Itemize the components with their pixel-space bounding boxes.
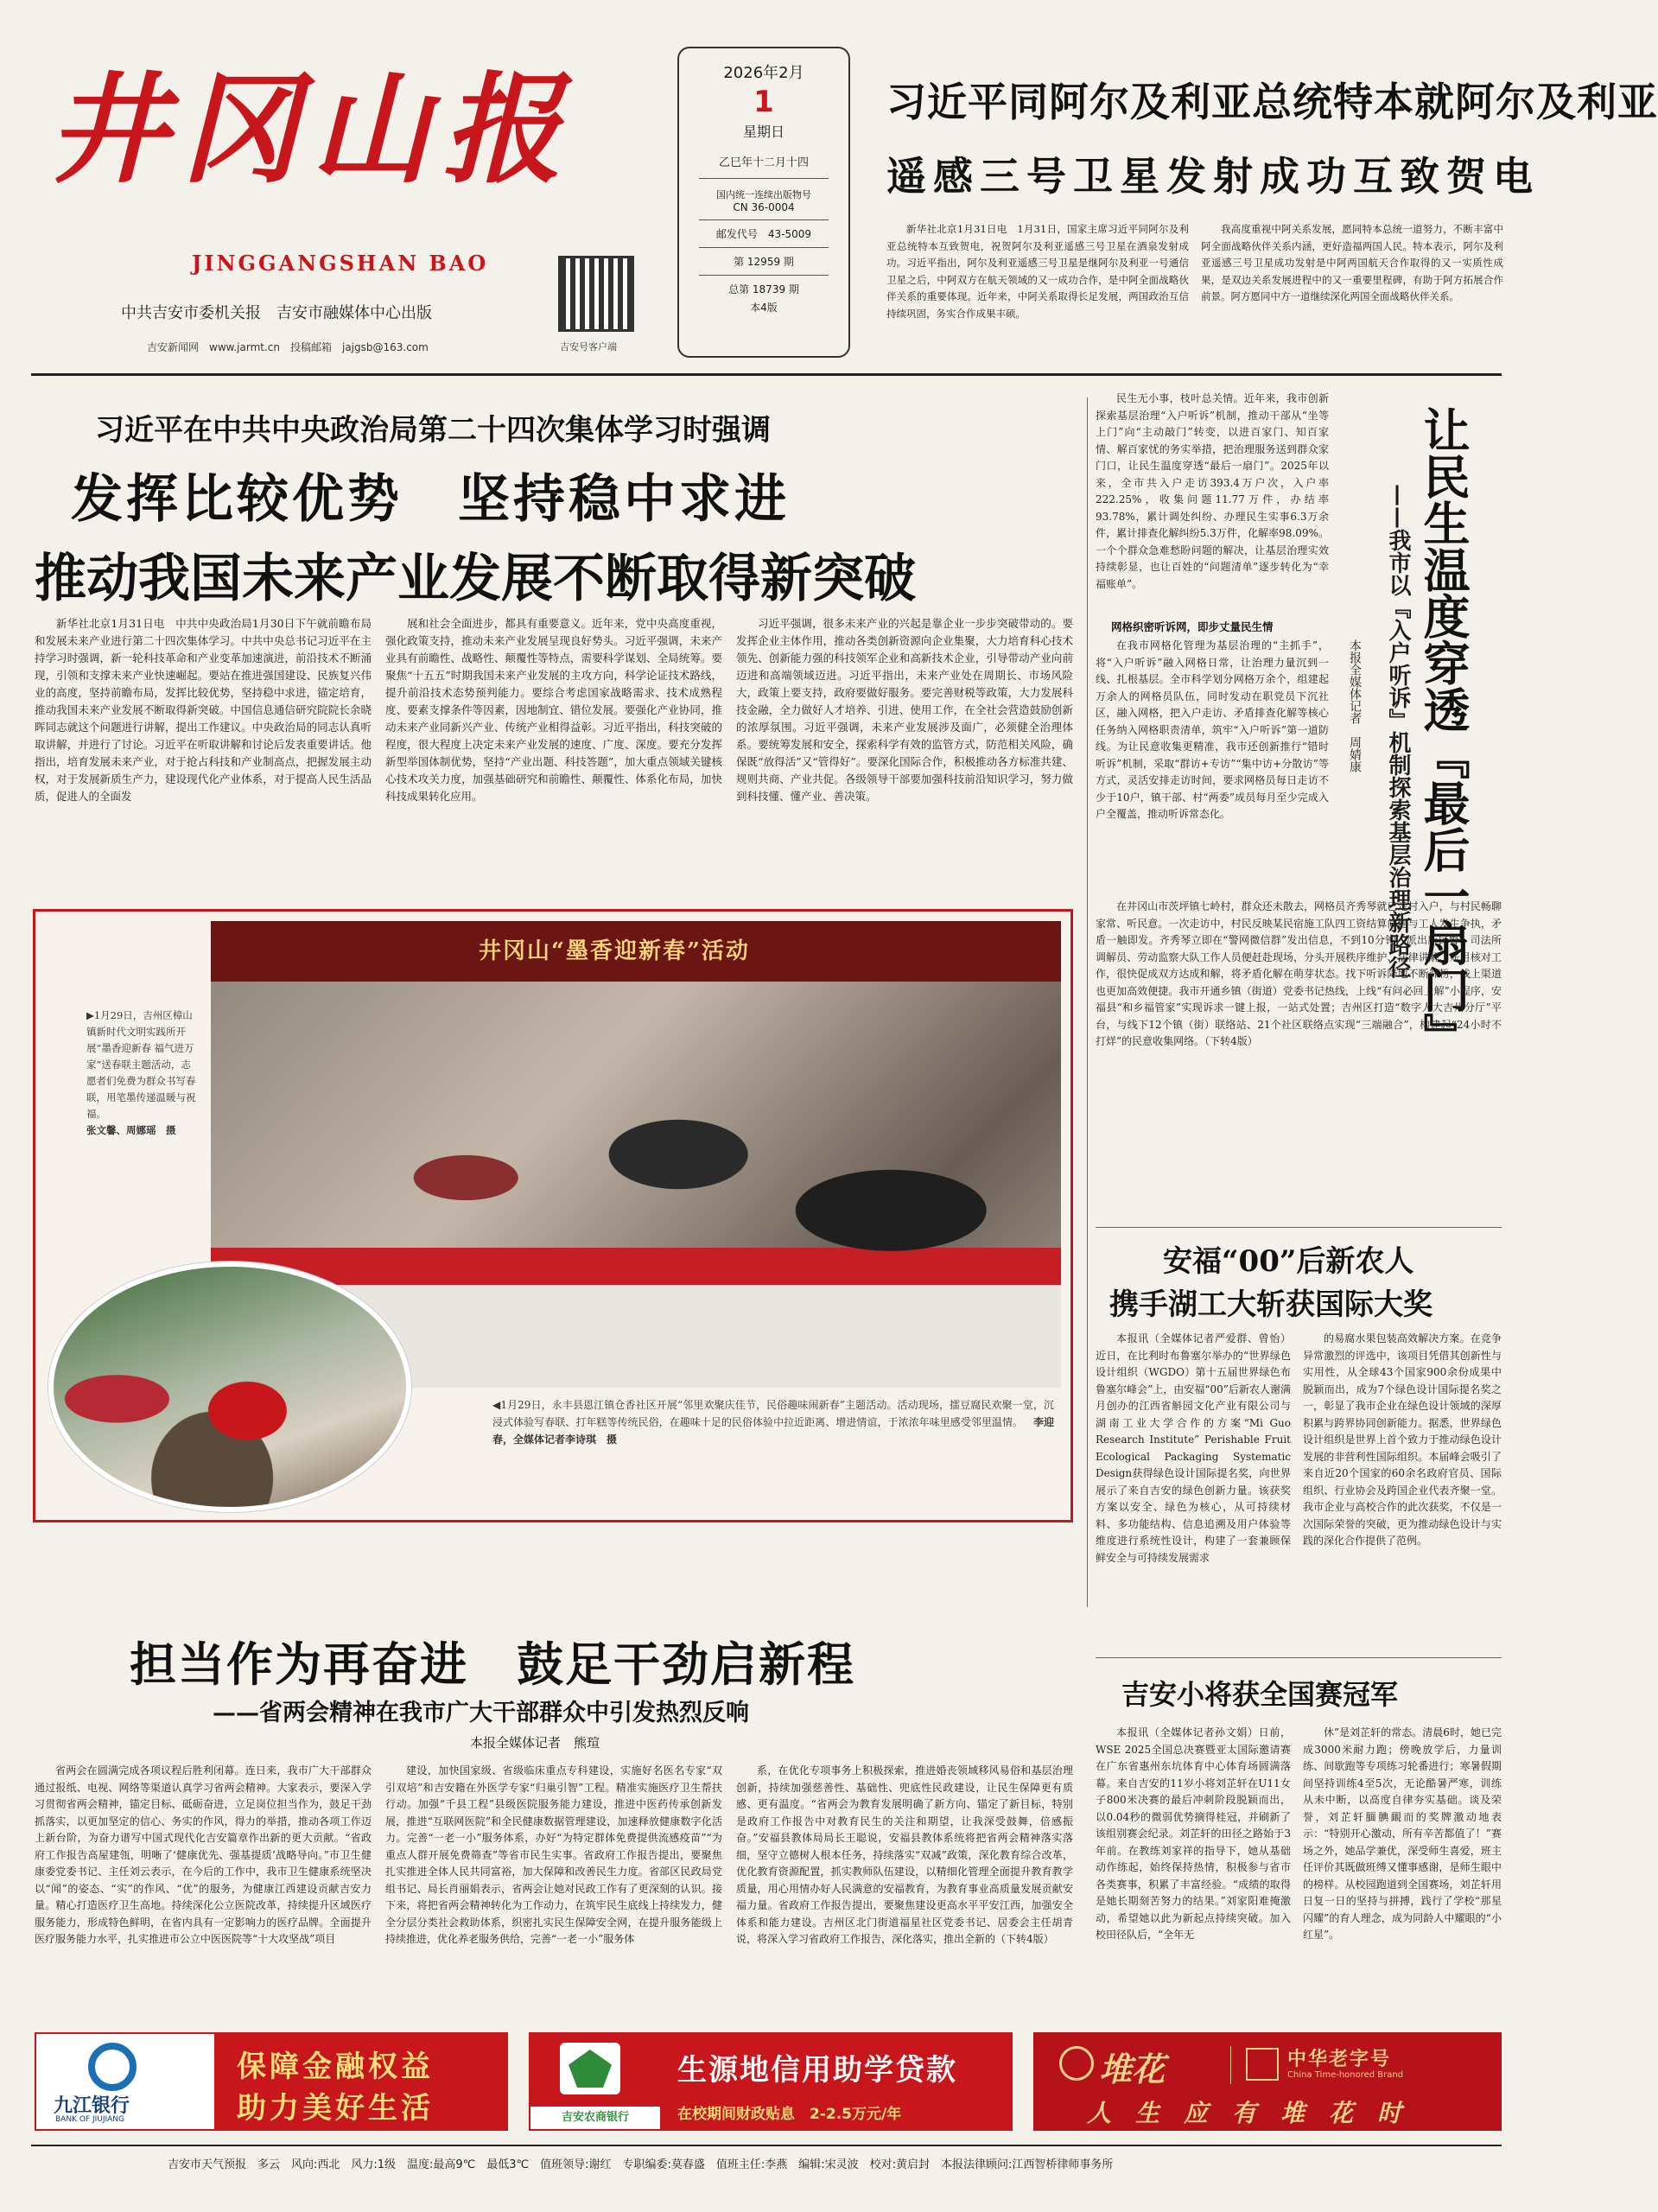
bottom-headline: 担当作为再奋进 鼓足干劲启新程 (130, 1637, 855, 1692)
anfu-col2 (1303, 1331, 1502, 1659)
jiujiang-logo-icon (88, 2043, 137, 2091)
side-subhead: 网格织密听诉网，即步丈量民生情 (1111, 620, 1274, 633)
ad1-line1: 保障金融权益 (237, 2050, 434, 2084)
ad-rural-bank[interactable] (529, 2032, 1013, 2131)
issue-post: 邮发代号 43-5009 (715, 228, 812, 240)
lead-divider (1087, 397, 1088, 1607)
top-story-title1: 习近平同阿尔及利亚总统特本就阿尔及利亚 (886, 79, 1658, 125)
lead-col1 (35, 615, 372, 892)
ad2-line1: 生源地信用助学贷款 (677, 2053, 957, 2088)
qr-code (558, 256, 634, 332)
ad2-brand: 吉安农商银行 (530, 2107, 660, 2129)
footer-info: 吉安市天气预报 多云 风向:西北 风力:1级 温度:最高9℃ 最低3℃ 值班领导:谢红 专职编委:莫春盛 值班主任:李燕 编辑:宋灵波 校对:黄启封 本报法律顾问:江西智桥律师事务所 (168, 2158, 1114, 2171)
side-body1 (1096, 391, 1329, 624)
top-story-title2: 遥感三号卫星发射成功互致贺电 (886, 153, 1540, 200)
lead-headline2: 推动我国未来产业发展不断取得新突破 (35, 549, 916, 609)
ad1-line2: 助力美好生活 (237, 2091, 434, 2126)
anfu-col1-text: 本报讯（全媒体记者严爱群、曾怡）近日，在比利时布鲁塞尔举办的“世界绿色设计组织（WGDO）第十五届世界绿色布鲁塞尔峰会”上，由安福“00”后新农人谢满月创办的江西省斛园文化产业有限公司与湖南工业大学合作的方案“Mi Guo Research Institute” Perishable Fruit Ecological Packaging Systematic Design获得绿色设计国际提名奖，向世界展示了来自吉安的绿色创新力量。该获奖方案以安全、绿色为核心，从可持续材料、多功能结构、信息追溯及用户体验等维度进行系统性设计，构建了一套兼顾保鲜安全与可持续发展需求 (1096, 1332, 1291, 1564)
lead-col2 (385, 615, 722, 892)
masthead-title: 井冈山报 (48, 59, 575, 200)
issue-lunar: 乙巳年十二月十四 (718, 156, 809, 169)
ad3-badge: 中华老字号 (1287, 2049, 1392, 2070)
bottom-subhead: ——省两会精神在我市广大干部群众中引发热烈反响 (213, 1700, 749, 1726)
masthead-website[interactable]: 吉安新闻网 www.jarmt.cn 投稿邮箱 jajgsb@163.com (147, 341, 429, 353)
top-story-col2-text: 我高度重视中阿关系发展，愿同特本总统一道努力，不断丰富中阿全面战略伙伴关系内涵，更好造福两国人民。特本表示，阿尔及利亚遥感三号卫星成功发射是中阿两国航天合作取得的又一实质性成果，是双边关系发展进程中的又一重要里程碑，有助于阿方拓展合作前景。阿方愿同中方一道继续深化两国全面战略伙伴关系。 (1201, 223, 1503, 302)
guard-col1 (1096, 1725, 1291, 2010)
ad3-divider (1230, 2046, 1231, 2084)
photo-caption1 (86, 1007, 199, 1206)
ad2-line2: 在校期间财政贴息 2-2.5万元/年 (677, 2106, 902, 2123)
anfu-title1: 安福“00”后新农人 (1163, 1244, 1414, 1279)
side-body2-text: 在我市网格化管理为基层治理的“主抓手”，将“入户听诉”融入网格日常，让治理力量沉到一线、扎根基层。全市科学划分网格万余个，组建起万余人的网格员队伍，同时发动在职党员下沉社区，融入网格，把入户走访、矛盾排查化解等核心任务纳入网格职责清单，筑牢“入户听诉”第一道防线。为让民意收集更精准，我市还创新推行“错时听诉”机制，采取“群访+专访”“集中访+分散访”等方式，灵活安排走访时间，要求网格员每日走访不少于10户，镇干部、村“两委”成员每月至少完成入户全覆盖，推动听诉常态化。 (1096, 639, 1329, 820)
app-caption: 吉安号客户端 (560, 341, 617, 353)
bottom-col2-text: 建设，加快国家级、省级临床重点专科建设，实施好名医名专家“双引双培”和吉安籍在外医学专家“归巢引智”工程。精准实施医疗卫生帮扶行动。加强“千县工程”县级医院服务能力建设，推进中医药传承创新发展，推进“互联网医院”和全民健康数据管理建设，加速释放健康数字化活力。完善“一老一小”服务体系，办好“为特定群体免费提供流感疫苗”“为重点人群开展免费筛查”等省市民生实事。省政府工作报告提出，要聚焦扎实推进全体人民共同富裕，加大保障和改善民生力度。省部区民政局党组书记、局长肖丽娟表示，省两会让她对民政工作有了更深刻的认识。接下来，将把省两会精神转化为工作动力，在筑牢民生底线上持续发力，健全分层分类社会救助体系，织密扎实民生保障安全网，在提升服务能级上持续推进，优化养老服务供给，完善“一老一小”服务体 (385, 1764, 722, 1945)
ad1-panel (214, 2034, 506, 2129)
guard-col2 (1303, 1725, 1502, 2010)
side-divider1 (1096, 1227, 1502, 1228)
ad1-brand-en: BANK OF JIUJIANG (55, 2115, 125, 2124)
photo-caption1-text: ▶1月29日，吉州区樟山镇新时代文明实践所开展“墨香迎新春 福气进万家”送春联主题活动，志愿者们免费为群众书写春联，用笔墨传递温暖与祝福。 (86, 1009, 196, 1120)
rural-bank-logo-icon (560, 2043, 620, 2094)
guard-col2-text: 休”是刘芷轩的常态。清晨6时，她已完成3000米耐力跑；傍晚放学后，力量训练、间歇跑等专项练习轮番进行；寒暑假期间坚持训练4至5次，无论酷暑严寒，训练从未中断，以高度自律夯实基础。谈及荣誉，刘芷轩腼腆靦而的奖牌激动地表示：“特别开心激动，所有辛苦都值了！”赛场之外，她品学兼优，深受师生喜爱，班主任评价其既做班缚又懂事感谢，是师生眼中的榜样。从校园跑道到全国赛场，刘芷轩用日复一日的坚持与拼搏，践行了学校“那星闪耀”的育人理念，成为同龄人中耀眼的“小红星”。 (1303, 1726, 1502, 1941)
top-story-col2 (1201, 221, 1503, 356)
lead-col1-text: 新华社北京1月31日电 中共中央政治局1月30日下午就前瞻布局和发展未来产业进行第二十四次集体学习。中共中央总书记习近平在主持学习时强调，新一轮科技革命和产业变革加速演进，前沿技术不断涌现，引领和支撑未来产业快速崛起。要站在推进强国建设、民族复兴伟业的高度，坚持前瞻布局，发挥比较优势，坚持稳中求进，锚定培育，推动我国未来产业发展不断取得新突破。中国信息通信研究院院长余晓晖同志就这个问题进行讲解，提出工作建议。中央政治局的同志认真听取讲解，并进行了讨论。习近平在听取讲解和讨论后发表重要讲话。他指出，培育发展未来产业，对于抢占科技和产业制高点，把握发展主动权，对于发展新质生产力，建设现代化产业体系，对于提高人民生活品质，促进人的全面发 (35, 617, 372, 803)
issue-date: 2026年2月 (723, 64, 804, 82)
issue-weekday: 星期日 (742, 124, 785, 140)
lead-col2-text: 展和社会全面进步，都具有重要意义。近年来，党中央高度重视，强化政策支持，推动未来产业发展呈现良好势头。习近平强调，未来产业具有前瞻性、战略性、颠覆性等特点，需要科学谋划、全局统筹。要聚焦“十五五”时期我国未来产业发展的主攻方向，科学论证技术路线，提升前沿技术态势预判能力。要综合考虑国家战略需求、技术成熟程度、要素支撑条件等因素，因地制宜、错位发展。要强化产业协同，推动未来产业同新兴产业、传统产业相得益彰。习近平指出，科技突破的程度，很大程度上决定未来产业发展的速度、广度、深度。要充分发挥新型举国体制优势，坚持“产业出题、科技答题”，加大重点领域关键核心技术攻关力度，加强基础研究和前瞻性、颠覆性、体系化布局，加快科技成果转化应用。 (385, 617, 722, 803)
duihua-flower-icon (1059, 2046, 1094, 2081)
anfu-col1 (1096, 1331, 1291, 1659)
guard-title: 吉安小将获全国赛冠军 (1121, 1678, 1399, 1711)
bottom-col3 (736, 1763, 1073, 2013)
lead-col3-text: 习近平强调，很多未来产业的兴起是靠企业一步步突破带动的。要发挥企业主体作用，推动各类创新资源向企业集聚，大力培育科心技术领先、创新能力强的科技领军企业和高新技术企业，引导带动产业向前迈进和高端领域迈进。习近平指出，未来产业处在周期长、市场风险大，政策上要支持，政府要做好服务。要完善财税等政策，大力发展科技金融，全力做好人才培养、引进、使用工作，在全社会营造鼓励创新的浓厚氛围。习近平强调，未来产业发展涉及面广，必须健全治理体系。要统筹发展和安全，探索科学有效的监管方式，防范相关风险，确保既“放得活”又“管得好”。要深化国际合作，积极推动各方标准共建、规则共商、产业共促。各级领导干部要加强科技前沿知识学习，努力做到科技懂、懂产业、善决策。 (736, 617, 1073, 803)
lead-headline1: 发挥比较优势 坚持稳中求进 (71, 469, 790, 530)
photo-caption2-credit: 李迎春，全媒体记者李诗琪 摄 (492, 1416, 1054, 1446)
ad1-brand: 九江银行 (54, 2094, 130, 2117)
bottom-col1 (35, 1763, 372, 2013)
issue-box (677, 47, 850, 358)
bottom-col2 (385, 1763, 722, 2013)
ad-duihua[interactable] (1033, 2032, 1502, 2131)
guard-col1-text: 本报讯（全媒体记者孙文娟）日前，WSE 2025全国总决赛暨亚太国际邀请赛在广东省惠州东坑体育中心体育场圆满落幕。来自吉安的11岁小将刘芷轩在U11女子800米决赛的最后冲刺阶段脱颖而出，以0.04秒的微弱优势摘得桂冠，并刷新了该组别赛会纪录。刘芷轩的田径之路始于3年前。在教练刘家祥的指导下，她从基础动作练起，始终保持热情，积极参与省市各类赛事，积累了丰富经验。“成绩的取得是她长期刻苦努力的结果。”刘家阳难掩激动，希望她以此为新起点持续突破。加入校田径队后，“全年无 (1096, 1726, 1291, 1941)
issue-day: 1 (753, 85, 774, 119)
issue-pages: 本4版 (750, 302, 778, 314)
lead-kicker: 习近平在中共中央政治局第二十四次集体学习时强调 (95, 413, 771, 448)
bottom-byline: 本报全媒体记者 熊瑄 (470, 1735, 600, 1751)
footer-divider (31, 2145, 1502, 2146)
top-story-col1-text: 新华社北京1月31日电 1月31日，国家主席习近平同阿尔及利亚总统特本互致贺电，祝贺阿尔及利亚遥感三号卫星在酒泉发射成功。习近平指出，阿尔及利亚遥感三号卫星是继阿尔及利亚一号通信卫星之后，中阿双方在航天领域的又一成功合作，是中阿全面战略伙伴关系的重要体现。近年来，中阿关系取得长足发展，两国政治互信持续巩固，务实合作成果丰硕。 (886, 223, 1189, 320)
issue-total: 总第 18739 期 (728, 283, 799, 296)
anfu-col2-text: 的易腐水果包装高效解决方案。在竞争异常激烈的评选中，该项目凭借其创新性与实用性，从全球43个国家900余份成果中脱颖而出，成为7个绿色设计国际提名奖之一，彰显了我市企业在绿色设计领域的深厚积累与跨界协同创新能力。据悉，世界绿色设计组织是世界上首个致力于推动绿色设计发展的非营利性国际组织。本届峰会吸引了来自近20个国家的60余名政府官员、国际组织、行业协会及跨国企业代表齐聚一堂。我市企业与高校合作的此次获奖，不仅是一次国际荣誉的突破，更为推动绿色设计与实践的深化合作提供了范例。 (1303, 1332, 1502, 1547)
ad3-line: 人 生 应 有 堆 花 时 (1087, 2099, 1402, 2127)
issue-cn: CN 36-0004 (733, 201, 795, 213)
issue-number: 第 12959 期 (734, 256, 794, 268)
photo-banner: 井冈山“墨香迎新春”活动 (479, 938, 750, 964)
side-body2 (1096, 638, 1329, 897)
side-subtitle: ——我市以『入户听诉』机制探索基层治理新路径 (1385, 484, 1411, 978)
side-divider2 (1096, 1657, 1502, 1658)
lead-col3 (736, 615, 1073, 892)
masthead-divider (31, 373, 1502, 376)
masthead-pinyin: JINGGANGSHAN BAO (192, 251, 489, 276)
side-body3-text: 在井冈山市茨坪镇七岭村，群众还未散去，网格员齐秀琴就已走村入户，与村民畅聊家常、听民意。一次走访中，村民反映某民宿施工队四工资结算问题与工人发生争执，矛盾一触即发。齐秀琴立即在“警网微信群”发出信息，不到10分钟，派出所民警、司法所调解员、劳动监察大队工作人员便赶赴现场，分头开展秩序维护、法律讲解、账目核对工作，很快促成双方达成和解，将矛盾化解在萌芽状态。找下听诉降地不断筛粉，线上渠道也更加高效便捷。我市开通乡镇（街道）党委书记热线，上线“有问必回上解”小程序，安福县“和乡福管家”实现诉求一键上报，一站式处置；吉州区打造“数字人大吉州分厅”平台，与线下12个镇（街）联络站、21个社区联络点实现“三端融合”，构建起“24小时不打烊”的民意收集网络。（下转4版） (1096, 900, 1502, 1047)
time-honored-badge-icon (1246, 2048, 1279, 2081)
top-story-col1 (886, 221, 1189, 356)
ad-jiujiang-bank[interactable] (35, 2032, 508, 2131)
photo-caption2 (492, 1396, 1054, 1448)
masthead-sponsor: 中共吉安市委机关报 吉安市融媒体中心出版 (121, 304, 432, 322)
inset-photo (48, 1262, 411, 1512)
bottom-col3-text: 系，在优化专项事务上积极探索，推进婚丧领域移风易俗和基层治理创新，持续加强慈善性、基础性、兜底性民政建设，让民生保障更有质感、更有温度。“省两会为教育发展明确了新方向、锚定了新目标，特别是政府工作报告中对教育民生的关注和期望，让我深受鼓舞，倍感振奋。”安福县教体局局长王聪说，安福县教体系统将把省两会精神落实落细，坚守立德树人根本任务，持续落实“双减”政策，深化教育综合改革，优化教育资源配置，抓实教师队伍建设，以精细化管理全面提升教育教学质量，用心用情办好人民满意的安福教育，为教育事业高质量发展贡献安福力量。省政府工作报告提出，要聚焦建设更高水平平安江西，加强安全体系和能力建设。吉州区北门街道福星社区党委书记、居委会主任胡青说，将深入学习省政府工作报告，深化落实，推出全新的（下转4版） (736, 1764, 1073, 1945)
photo-caption1-credit: 张文馨、周娜瑶 摄 (86, 1124, 176, 1136)
ad3-brand: 堆花 (1099, 2050, 1166, 2088)
ad3-badge-en: China Time-honored Brand (1287, 2070, 1404, 2080)
anfu-title2: 携手湖工大斩获国际大奖 (1109, 1287, 1432, 1322)
photo-caption2-text: ◀1月29日，永丰县恩江镇仓香社区开展“邻里欢聚庆佳节，民俗趣味闹新春”主题活动。活动现场，擂豆腐民欢聚一堂，沉浸式体验写春联、打年糕等传统民俗，在趣味十足的民俗体验中拉近距离、增进情谊，于浓浓年味里感受邻里温情。 (492, 1399, 1054, 1428)
side-title: 让民生温度穿透『最后一扇门』 (1416, 406, 1471, 1059)
side-byline: 本报全媒体记者 周婧康 (1348, 639, 1362, 772)
issue-cn-label: 国内统一连续出版物号 (716, 189, 811, 200)
side-body1-text: 民生无小事，枝叶总关情。近年来，我市创新探索基层治理“入户听诉”机制，推动干部从“坐等上门”向“主动敲门”转变，以进百家门、知百家情、解百家忧的务实举措，把治理服务送到群众家门口，让民生温度穿透“最后一扇门”。2025年以来，全市共入户走访393.4万户次，入户率222.25%，收集问题11.77万件，办结率93.78%，累计调处纠纷、办理民生实事6.3万余件，累计排查化解纠纷5.3万件，化解率98.09%。一个个群众急难愁盼问题的解决，让基层治理实效持续彰显，也让百姓的“问题清单”逐步转化为“幸福账单”。 (1096, 392, 1329, 590)
side-body3 (1096, 899, 1502, 1244)
bottom-col1-text: 省两会在圆满完成各项议程后胜利闭幕。连日来，我市广大干部群众通过报纸、电视、网络等渠道认真学习省两会精神。大家表示，要深入学习贯彻省两会精神，锚定目标、砥砺奋进，立足岗位担当作为，鼓足干劲抓落实，以更加坚定的信心、务实的作风，得力的举措，推动各项工作迈上新台阶，为奋力谱写中国式现代化吉安篇章作出新的更大贡献。“省政府工作报告高屋建瓴，明晰了‘健康优先、强基提质’战略导向。”市卫生健康委党委书记、主任刘云表示，在今后的工作中，我市卫生健康系统坚决以“闻”的姿态、“实”的作风、“优”的服务，为健康江西建设贡献吉安力量。精心打造医疗卫生高地。持续深化公立医院改革，持续提升区域医疗服务能力，形成特色鲜明，在省内具有一定影响力的医疗品牌。全面提升医疗服务能力水平，扎实推进市公立中医医院等“十大攻坚战”项目 (35, 1764, 372, 1945)
